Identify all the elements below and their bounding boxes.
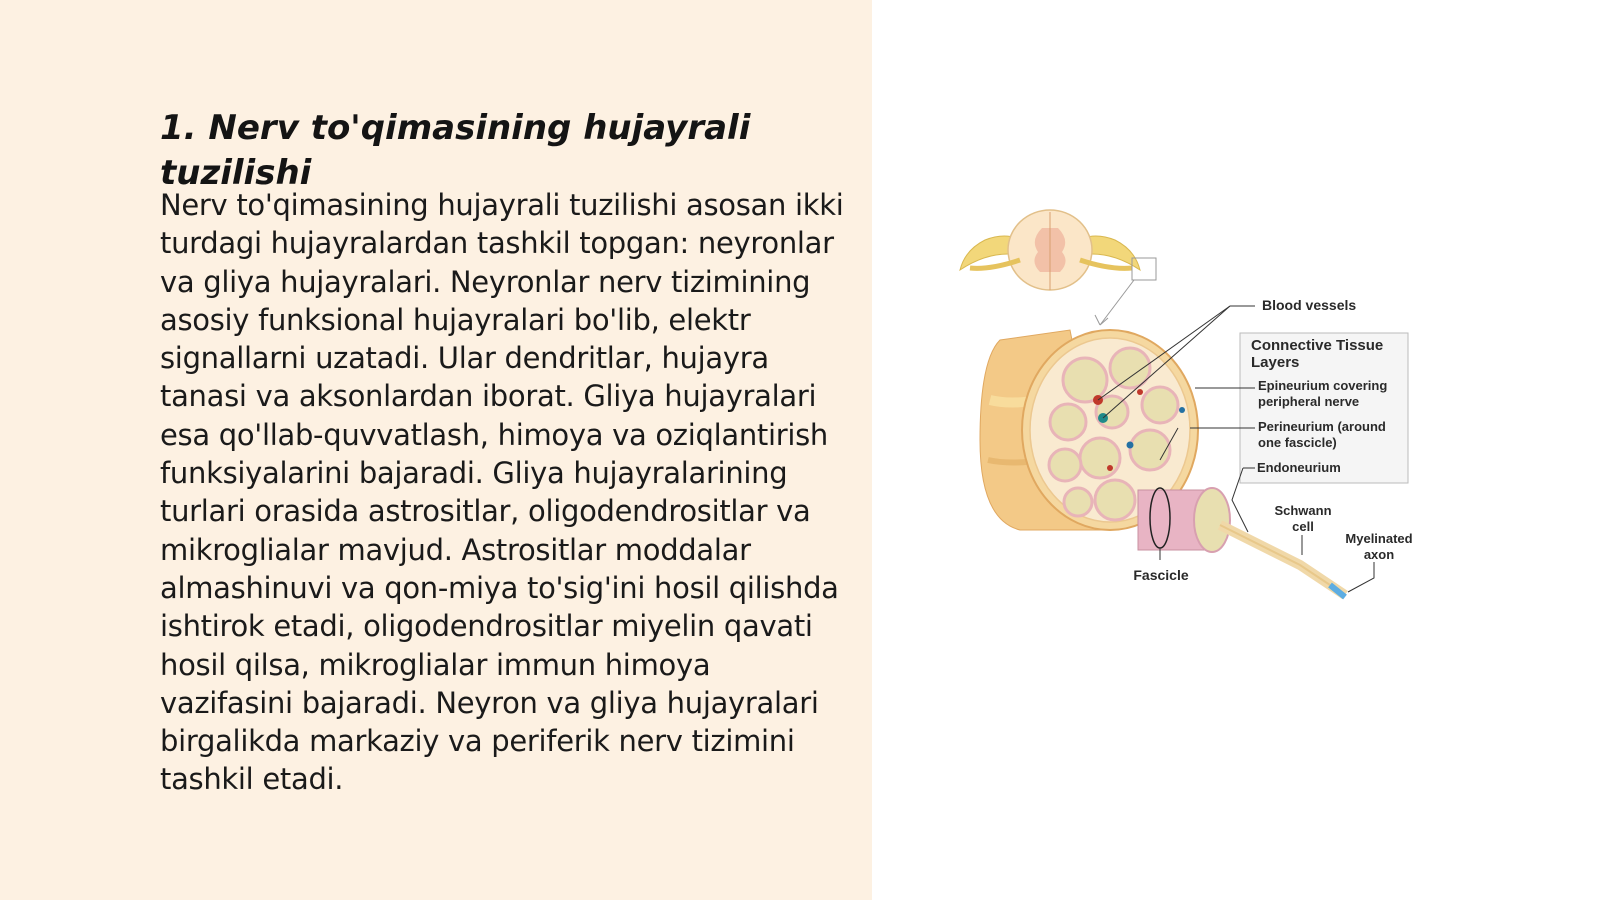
nerve-anatomy-illustration (950, 200, 1450, 620)
epineurium-label-line1: Epineurium covering (1258, 378, 1388, 393)
myelinated-axon-label-line2: axon (1363, 547, 1395, 562)
myelinated-axon-label-line1: Myelinated (1345, 531, 1413, 546)
perineurium-label-line2: one fascicle) (1258, 435, 1337, 450)
legend-title-line1: Connective Tissue (1251, 337, 1384, 354)
perineurium-label-line1: Perineurium (around (1258, 419, 1386, 434)
spinal-cord-illustration (960, 210, 1156, 325)
slide-title: 1. Nerv to'qimasining hujayrali tuzilishi (160, 108, 751, 193)
slide-body-text: Nerv to'qimasining hujayrali tuzilishi asosan ikki turdagi hujayralardan tashkil topgan: neyronlar va gliya hujayralari. Neyronlar nerv tizimining asosiy funksional hujayralari bo'lib, elektr signallarni uzatadi. Ular dendritlar, hujayra tanasi va aksonlardan iborat. Gliya hujayralari esa qo'llab-quvvatlash, himoya va oziqlantirish funksiyalarini bajaradi. Gliya hujayralarining turlari orasida astrositlar, oligodendrositlar va mikroglialar mavjud. Astrositlar moddalar almashinuvi va qon-miya to'sig'ini hosil qilishda ishtirok etadi, oligodendrositlar miyelin qavati hosil qilsa, mikroglialar immun himoya vazifasini bajaradi. Neyron va gliya hujayralari birgalikda markaziy va periferik nerv tizimini tashkil etadi. (160, 188, 844, 797)
fascicle-label: Fascicle (1133, 567, 1189, 583)
endoneurium-label: Endoneurium (1257, 460, 1341, 475)
schwann-cell-label-line1: Schwann (1274, 503, 1332, 518)
schwann-cell-label-line2: cell (1292, 519, 1314, 534)
blood-vessels-label: Blood vessels (1262, 297, 1357, 313)
epineurium-label-line2: peripheral nerve (1258, 394, 1360, 409)
legend-title-line2: Layers (1251, 354, 1300, 371)
